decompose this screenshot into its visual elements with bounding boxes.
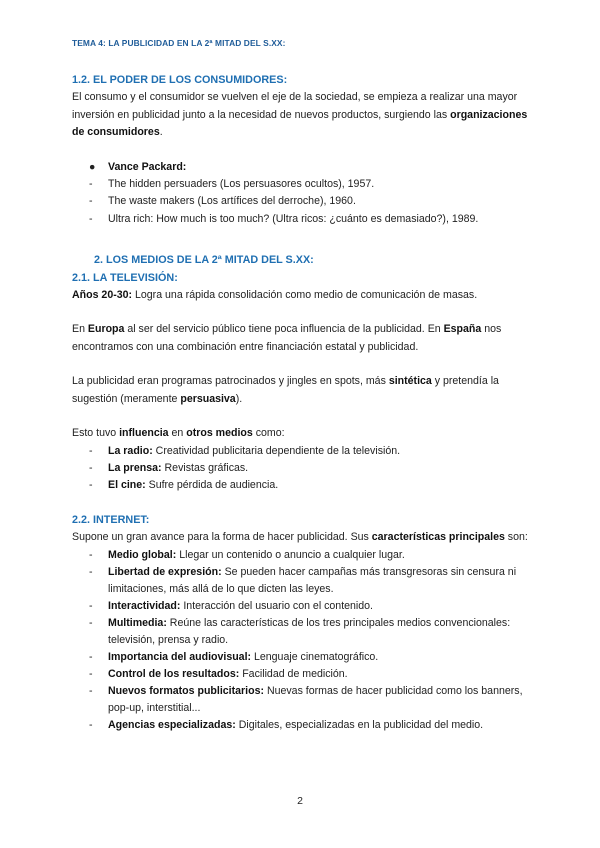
list-item: - The waste makers (Los artífices del derroche), 1960. — [89, 195, 356, 208]
section-heading-2-1: 2.1. LA TELEVISIÓN: — [72, 271, 178, 284]
paragraph-influence: Esto tuvo influencia en otros medios como: — [72, 427, 285, 440]
list-item: - Multimedia: Reúne las características de los tres principales medios convencionales: televisión, prensa y radio. — [89, 616, 511, 646]
list-item: - Medio global: Llegar un contenido o anuncio a cualquier lugar. — [89, 548, 405, 561]
list-item: - Ultra rich: How much is too much? (Ultra ricos: ¿cuánto es demasiado?), 1989. — [89, 212, 479, 225]
list-item: - Agencias especializadas: Digitales, especializadas en la publicidad del medio. — [89, 718, 484, 731]
section-heading-2-2: 2.2. INTERNET: — [72, 513, 150, 526]
list-item: - Libertad de expresión: Se pueden hacer campañas más transgresoras sin censura ni limitaciones, más allá de lo que dicten las leyes. — [89, 565, 517, 595]
media-list — [72, 443, 532, 495]
bullet-marker: ● — [89, 160, 96, 173]
list-item: - Interactividad: Interacción del usuario con el contenido. — [89, 599, 373, 612]
features-list — [72, 547, 532, 734]
page-number: 2 — [297, 795, 303, 807]
list-item: - Importancia del audiovisual: Lenguaje cinematográfico. — [89, 650, 379, 663]
list-item: - La prensa: Revistas gráficas. — [89, 461, 249, 474]
running-header: TEMA 4: LA PUBLICIDAD EN LA 2ª MITAD DEL S.XX: — [72, 38, 286, 48]
paragraph-internet: Supone un gran avance para la forma de hacer publicidad. Sus características principales son: — [72, 531, 528, 544]
section-heading-1-2: 1.2. EL PODER DE LOS CONSUMIDORES: — [72, 74, 288, 86]
list-item: - El cine: Sufre pérdida de audiencia. — [89, 479, 279, 492]
page-content — [72, 72, 532, 734]
list-item: - La radio: Creatividad publicitaria dependiente de la televisión. — [89, 444, 401, 457]
section-heading-2: 2. LOS MEDIOS DE LA 2ª MITAD DEL S.XX: — [94, 254, 314, 267]
paragraph-years: Años 20-30: Logra una rápida consolidación como medio de comunicación de masas. — [72, 289, 478, 302]
list-item: - Nuevos formatos publicitarios: Nuevas formas de hacer publicidad como los banners, pop-up, interstitial... — [89, 684, 523, 714]
list-item: ● Vance Packard: — [72, 159, 532, 176]
paragraph-consumers: El consumo y el consumidor se vuelven el eje de la sociedad, se empieza a realizar una mayor inversión en publicidad junto a la necesidad de nuevos productos, surgiendo las organizaciones de consumidores. — [72, 91, 528, 139]
list-item: - The hidden persuaders (Los persuasores ocultos), 1957. — [89, 178, 375, 191]
list-item: - Control de los resultados: Facilidad de medición. — [89, 667, 348, 680]
paragraph-advertising: La publicidad eran programas patrocinados y jingles en spots, más sintética y pretendía la sugestión (meramente persuasiva). — [72, 375, 499, 405]
packard-list — [72, 159, 532, 229]
paragraph-europe: En Europa al ser del servicio público tiene poca influencia de la publicidad. En España nos encontramos con una combinación entre financiación estatal y publicidad. — [72, 323, 502, 353]
